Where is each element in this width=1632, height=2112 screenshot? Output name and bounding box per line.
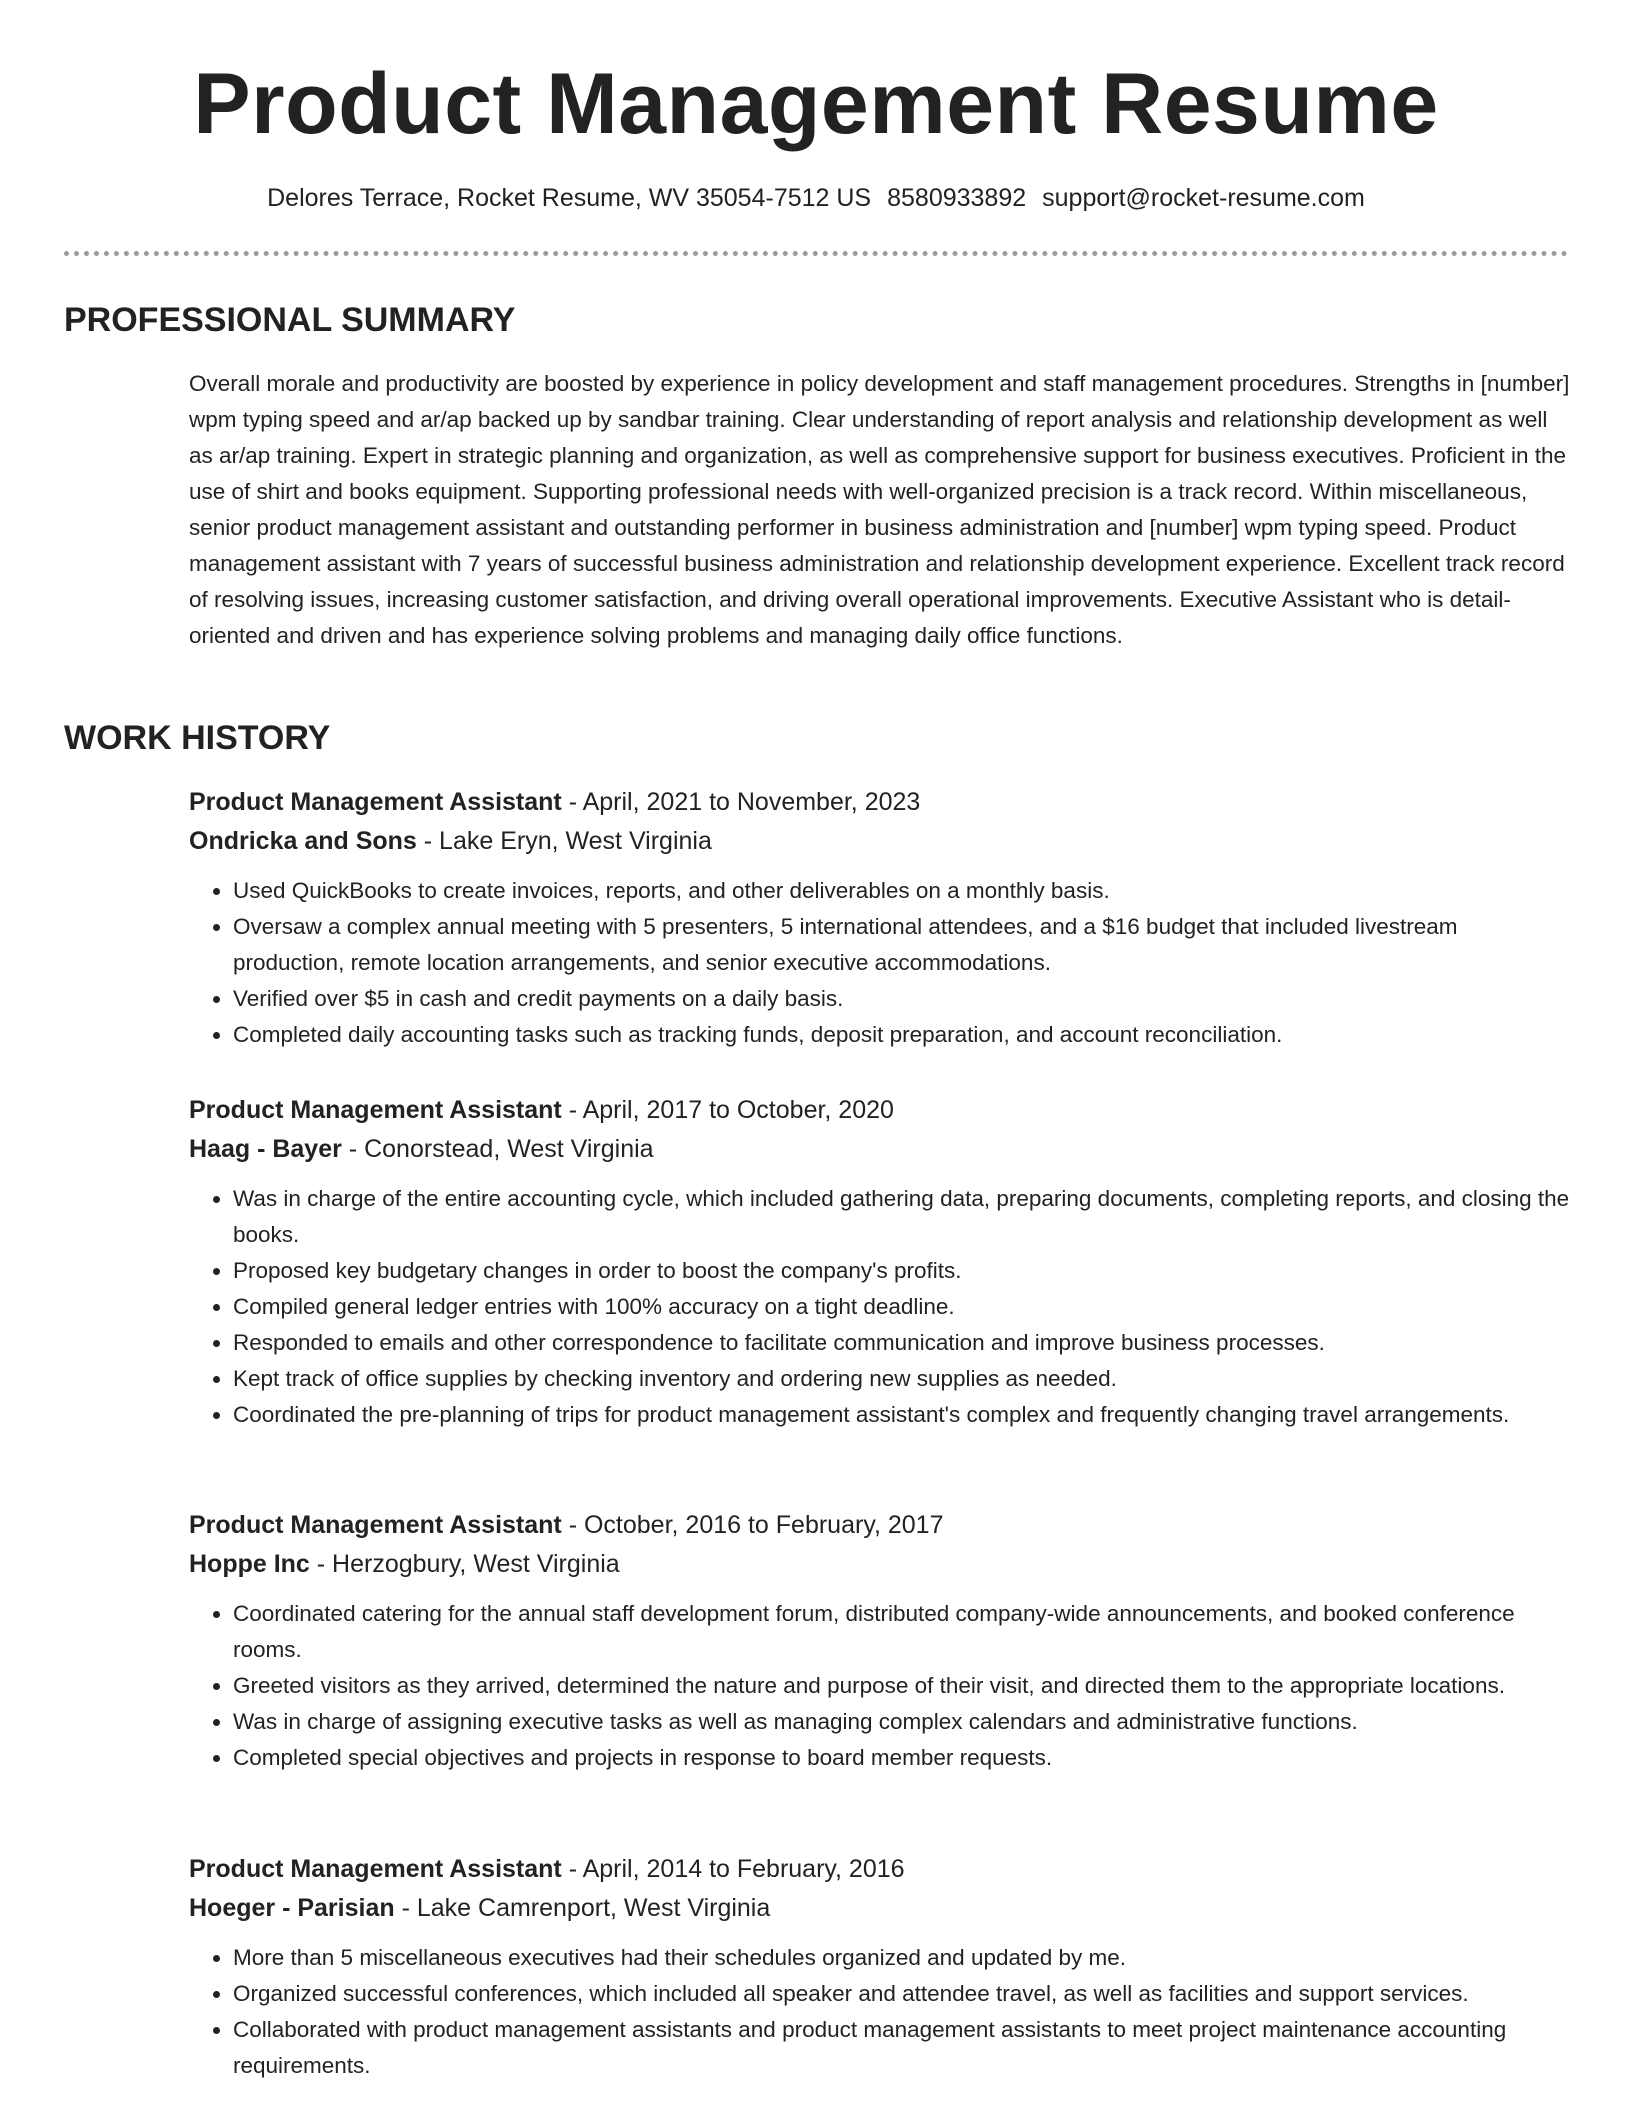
job-title: Product Management Assistant	[189, 1855, 562, 1883]
job-bullet-list	[189, 873, 1571, 1053]
job-bullet: • Proposed key budgetary changes in order to boost the company's profits.	[233, 1253, 1571, 1289]
job-dates: - April, 2017 to October, 2020	[561, 1096, 894, 1124]
job-bullet: • Collaborated with product management assistants and product management assistants to meet project maintenance accounting requirements.	[233, 2012, 1571, 2084]
job-bullet: • Oversaw a complex annual meeting with 5 presenters, 5 international attendees, and a $16 budget that included livestream production, remote location arrangements, and senior executive accommodations.	[233, 909, 1571, 981]
job-dates: - October, 2016 to February, 2017	[561, 1511, 944, 1539]
job-location: - Herzogbury, West Virginia	[309, 1550, 620, 1578]
job-bullet: • Responded to emails and other correspondence to facilitate communication and improve business processes.	[233, 1325, 1571, 1361]
job-title: Product Management Assistant	[189, 1511, 562, 1539]
job-bullet: • Kept track of office supplies by checking inventory and ordering new supplies as needed.	[233, 1361, 1571, 1397]
job-bullet: • Coordinated the pre-planning of trips for product management assistant's complex and frequently changing travel arrangements.	[233, 1397, 1571, 1433]
job-company: Hoppe Inc	[189, 1550, 310, 1578]
job-title-line	[189, 1506, 1571, 1545]
job-entry	[189, 1091, 1571, 1433]
job-company-line	[189, 1130, 1571, 1169]
job-company: Haag - Bayer	[189, 1135, 342, 1163]
job-company-line	[189, 822, 1571, 861]
job-bullet: • Completed daily accounting tasks such as tracking funds, deposit preparation, and account reconciliation.	[233, 1017, 1571, 1053]
job-title-line	[189, 1850, 1571, 1889]
job-entry	[189, 1506, 1571, 1776]
job-entry	[189, 783, 1571, 1053]
job-entry	[189, 1850, 1571, 2084]
summary-text: Overall morale and productivity are boosted by experience in policy development and staff management procedures. Strengths in [number] wpm typing speed and ar/ap backed up by sandbar training. Clear understanding of report analysis and relationship development as well as ar/ap training. Expert in strategic planning and organization, as well as comprehensive support for business executives. Proficient in the use of shirt and books equipment. Supporting professional needs with well-organized precision is a track record. Within miscellaneous, senior product management assistant and outstanding performer in business administration and [number] wpm typing speed. Product management assistant with 7 years of successful business administration and relationship development experience. Excellent track record of resolving issues, increasing customer satisfaction, and driving overall operational improvements. Executive Assistant who is detail-oriented and driven and has experience solving problems and managing daily office functions.	[189, 371, 1570, 648]
job-location: - Conorstead, West Virginia	[341, 1135, 654, 1163]
job-bullet-list	[189, 1596, 1571, 1776]
job-bullet: • Compiled general ledger entries with 100% accuracy on a tight deadline.	[233, 1289, 1571, 1325]
summary-heading: PROFESSIONAL SUMMARY	[64, 301, 516, 339]
job-bullet: • More than 5 miscellaneous executives had their schedules organized and updated by me.	[233, 1940, 1571, 1976]
contact-email: support@rocket-resume.com	[1042, 184, 1365, 212]
job-bullet: • Was in charge of assigning executive tasks as well as managing complex calendars and administrative functions.	[233, 1704, 1571, 1740]
job-title-line	[189, 783, 1571, 822]
contact-address: Delores Terrace, Rocket Resume, WV 35054-7512 US	[267, 184, 872, 212]
job-bullet: • Organized successful conferences, which included all speaker and attendee travel, as well as facilities and support services.	[233, 1976, 1571, 2012]
job-company-line	[189, 1889, 1571, 1928]
job-bullet: • Used QuickBooks to create invoices, reports, and other deliverables on a monthly basis.	[233, 873, 1571, 909]
job-dates: - April, 2021 to November, 2023	[561, 788, 921, 816]
contact-phone: 8580933892	[887, 184, 1027, 212]
job-dates: - April, 2014 to February, 2016	[561, 1855, 905, 1883]
job-title: Product Management Assistant	[189, 1096, 562, 1124]
job-location: - Lake Eryn, West Virginia	[416, 827, 712, 855]
job-bullet: • Greeted visitors as they arrived, determined the nature and purpose of their visit, and directed them to the appropriate locations.	[233, 1668, 1571, 1704]
resume-title: Product Management Resume	[193, 56, 1439, 152]
job-bullet-list	[189, 1181, 1571, 1433]
job-title: Product Management Assistant	[189, 788, 562, 816]
header-divider	[64, 251, 1568, 256]
job-bullet: • Was in charge of the entire accounting cycle, which included gathering data, preparing documents, completing reports, and closing the books.	[233, 1181, 1571, 1253]
job-title-line	[189, 1091, 1571, 1130]
job-company: Ondricka and Sons	[189, 827, 417, 855]
job-bullet: • Coordinated catering for the annual staff development forum, distributed company-wide announcements, and booked conference rooms.	[233, 1596, 1571, 1668]
job-location: - Lake Camrenport, West Virginia	[394, 1894, 771, 1922]
work-history-heading: WORK HISTORY	[64, 719, 331, 757]
job-company-line	[189, 1545, 1571, 1584]
job-bullet: • Verified over $5 in cash and credit payments on a daily basis.	[233, 981, 1571, 1017]
job-bullet: • Completed special objectives and projects in response to board member requests.	[233, 1740, 1571, 1776]
job-company: Hoeger - Parisian	[189, 1894, 395, 1922]
job-bullet-list	[189, 1940, 1571, 2084]
contact-line	[0, 180, 1632, 216]
